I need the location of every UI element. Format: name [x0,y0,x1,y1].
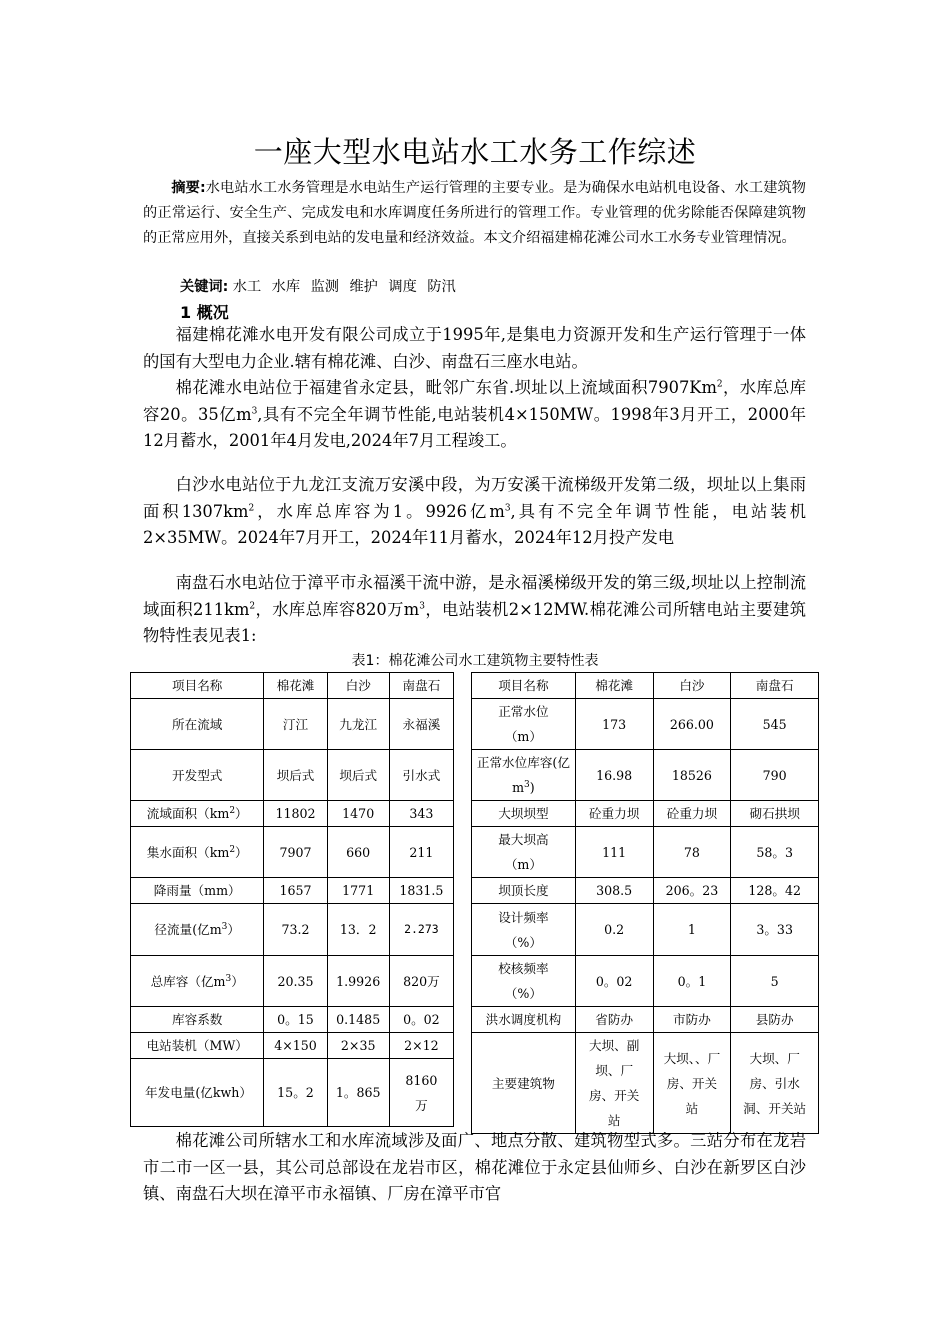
table-cell: 15。2 [264,1059,327,1127]
keyword: 水库 [271,279,301,295]
table-header-cell: 棉花滩 [575,673,653,699]
table-cell-name: 主要建筑物 [472,1033,576,1134]
table-cell: 市防办 [653,1007,731,1033]
table-cell: 砌石拱坝 [731,801,819,827]
table-row [131,801,454,827]
table-row [131,827,454,878]
table-cell-name: 最大坝高（m） [472,827,576,878]
table-row [472,878,819,904]
table-row [472,1033,819,1134]
table-row [472,956,819,1007]
keyword: 调度 [388,279,417,295]
table-cell: 2.273 [389,904,453,956]
table-cell: 大坝、厂房、引水洞、开关站 [731,1033,819,1134]
table-row [131,956,454,1007]
table-cell: 3。33 [731,904,819,956]
table-cell: 1 [653,904,731,956]
document-title: 一座大型水电站水工水务工作综述 [253,135,697,169]
table-header-cell: 白沙 [653,673,731,699]
table-cell: 2×12 [389,1033,453,1059]
table-row [131,904,454,956]
keyword: 监测 [310,279,339,295]
paragraph-company: 福建棉花滩水电开发有限公司成立于1995年,是集电力资源开发和生产运行管理于一体的国有大型电力企业.辖有棉花滩、白沙、南盘石三座水电站。 [143,325,806,371]
paragraph-distribution: 棉花滩公司所辖水工和水库流域涉及面广、地点分散、建筑物型式多。三站分布在龙岩市二市一区一县，其公司总部设在龙岩市区，棉花滩位于永定县仙师乡、白沙在新罗区白沙镇、南盘石大坝在漳平市永福镇、厂房在漳平市官 [143,1131,806,1203]
table-header-row [131,673,454,699]
table-cell: 坝后式 [327,750,389,801]
table-cell: 大坝、副坝、厂房、开关站 [575,1033,653,1134]
table-cell: 173 [575,699,653,750]
table-row [131,1007,454,1033]
table-cell: 县防办 [731,1007,819,1033]
table-cell: 73.2 [264,904,327,956]
keywords [180,276,462,296]
table-cell: 1657 [264,878,327,904]
table-cell: 引水式 [389,750,453,801]
table-row [472,699,819,750]
table-cell: 18526 [653,750,731,801]
table-cell-name: 洪水调度机构 [472,1007,576,1033]
table-cell: 砼重力坝 [653,801,731,827]
table-row [131,699,454,750]
table-cell: 0。1 [653,956,731,1007]
table-cell: 545 [731,699,819,750]
keyword: 防汛 [427,279,456,295]
paragraph-nanpanshi: 南盘石水电站位于漳平市永福溪干流中游，是永福溪梯级开发的第三级,坝址以上控制流域面积$211km^2$，水库总库容820万$m^3$，电站装机2×12MW.棉花滩公司所辖电站主要建筑物特性表见表1: [143,573,807,645]
table-cell: 0.2 [575,904,653,956]
table-cell: 206。23 [653,878,731,904]
table-cell: 1470 [327,801,389,827]
table-cell: 20.35 [264,956,327,1007]
table-header-cell: 南盘石 [389,673,453,699]
table-cell-name: 坝顶长度 [472,878,576,904]
table-header-cell: 棉花滩 [264,673,327,699]
table-cell: 790 [731,750,819,801]
characteristics-table-left [130,672,454,1127]
table-cell: 汀江 [264,699,327,750]
table-cell: 0。02 [389,1007,453,1033]
table-cell: 820万 [389,956,453,1007]
table-header-row [472,673,819,699]
table-row [131,1059,454,1127]
section-heading: 1 概况 [180,303,229,322]
table-cell-name: 所在流域 [131,699,264,750]
table-cell: 343 [389,801,453,827]
table-cell: 308.5 [575,878,653,904]
table-cell: 1771 [327,878,389,904]
table-cell: 7907 [264,827,327,878]
table-cell: 266.00 [653,699,731,750]
table-cell-name: 正常水位（m） [472,699,576,750]
abstract-label: 摘要: [171,180,206,196]
table-cell: 0。02 [575,956,653,1007]
table-row [472,801,819,827]
table-cell: 永福溪 [389,699,453,750]
table-cell-name: 年发电量(亿kwh） [131,1059,264,1127]
table-cell: 128。42 [731,878,819,904]
table-header-cell: 南盘石 [731,673,819,699]
table-cell: 111 [575,827,653,878]
keywords-label: 关键词: [180,279,229,295]
table-cell: 13．2 [327,904,389,956]
table-cell: 211 [389,827,453,878]
table-cell-name: 大坝坝型 [472,801,576,827]
table-cell: 省防办 [575,1007,653,1033]
table-row [131,1033,454,1059]
table-row [131,878,454,904]
table-cell: 0.1485 [327,1007,389,1033]
table-cell: 九龙江 [327,699,389,750]
table-cell-name: 流域面积$(km^2)$ [131,801,264,827]
abstract-text: 水电站水工水务管理是水电站生产运行管理的主要专业。是为确保水电站机电设备、水工建筑物的正常运行、安全生产、完成发电和水库调度任务所进行的管理工作。专业管理的优劣除能否保障建筑物的正常应用外，直接关系到电站的发电量和经济效益。本文介绍福建棉花滩公司水工水务专业管理情况。 [143,180,806,246]
table-row [472,750,819,801]
table-cell: 2×35 [327,1033,389,1059]
table-cell: 砼重力坝 [575,801,653,827]
table-cell-name: 集水面积$(km^2)$ [131,827,264,878]
table-header-cell: 白沙 [327,673,389,699]
table-cell: 0。15 [264,1007,327,1033]
table-cell: 78 [653,827,731,878]
table-cell: 4×150 [264,1033,327,1059]
table-cell-name: 径流量(亿$m^3$） [131,904,264,956]
table-header-cell: 项目名称 [131,673,264,699]
table-row [131,750,454,801]
table-row [472,827,819,878]
table-cell: 1831.5 [389,878,453,904]
table-cell: 1。865 [327,1059,389,1127]
table-row [472,1007,819,1033]
table-row [472,904,819,956]
keyword: 维护 [349,279,378,295]
table-header-cell: 项目名称 [472,673,576,699]
table-caption: 表1：棉花滩公司水工建筑物主要特性表 [351,653,599,669]
table-cell-name: 设计频率（%） [472,904,576,956]
table-cell-name: 正常水位库容(亿$m^3$) [472,750,576,801]
table-cell: 660 [327,827,389,878]
table-cell: 58。3 [731,827,819,878]
table-cell-name: 开发型式 [131,750,264,801]
table-cell: 5 [731,956,819,1007]
table-cell-name: 库容系数 [131,1007,264,1033]
table-cell: 8160万 [389,1059,453,1127]
table-cell: 1.9926 [327,956,389,1007]
paragraph-mianhuatan: 棉花滩水电站位于福建省永定县，毗邻广东省.坝址以上流域面积7907Km$^2$，水库总库容20。35亿$m^3$,具有不完全年调节性能,电站装机4×150MW。1998年3月开工，2000年12月蓄水，2001年4月发电,2024年7月工程竣工。 [143,378,807,450]
abstract [143,176,806,251]
table-cell-name: 降雨量（mm） [131,878,264,904]
keyword: 水工 [232,279,262,295]
table-cell: 11802 [264,801,327,827]
table-cell: 16.98 [575,750,653,801]
table-cell-name: 校核频率（%） [472,956,576,1007]
table-cell-name: 总库容（亿$m^3$） [131,956,264,1007]
table-cell: 大坝、、厂房、开关站 [653,1033,731,1134]
table-cell-name: 电站装机（MW） [131,1033,264,1059]
characteristics-table-right [471,672,819,1134]
paragraph-baisha: 白沙水电站位于九龙江支流万安溪中段，为万安溪干流梯级开发第二级，坝址以上集雨面积$1307km^2$，水库总库容为1。9926亿$m^3$,具有不完全年调节性能，电站装机2×35MW。2024年7月开工，2024年11月蓄水，2024年12月投产发电 [143,475,807,547]
table-cell: 坝后式 [264,750,327,801]
